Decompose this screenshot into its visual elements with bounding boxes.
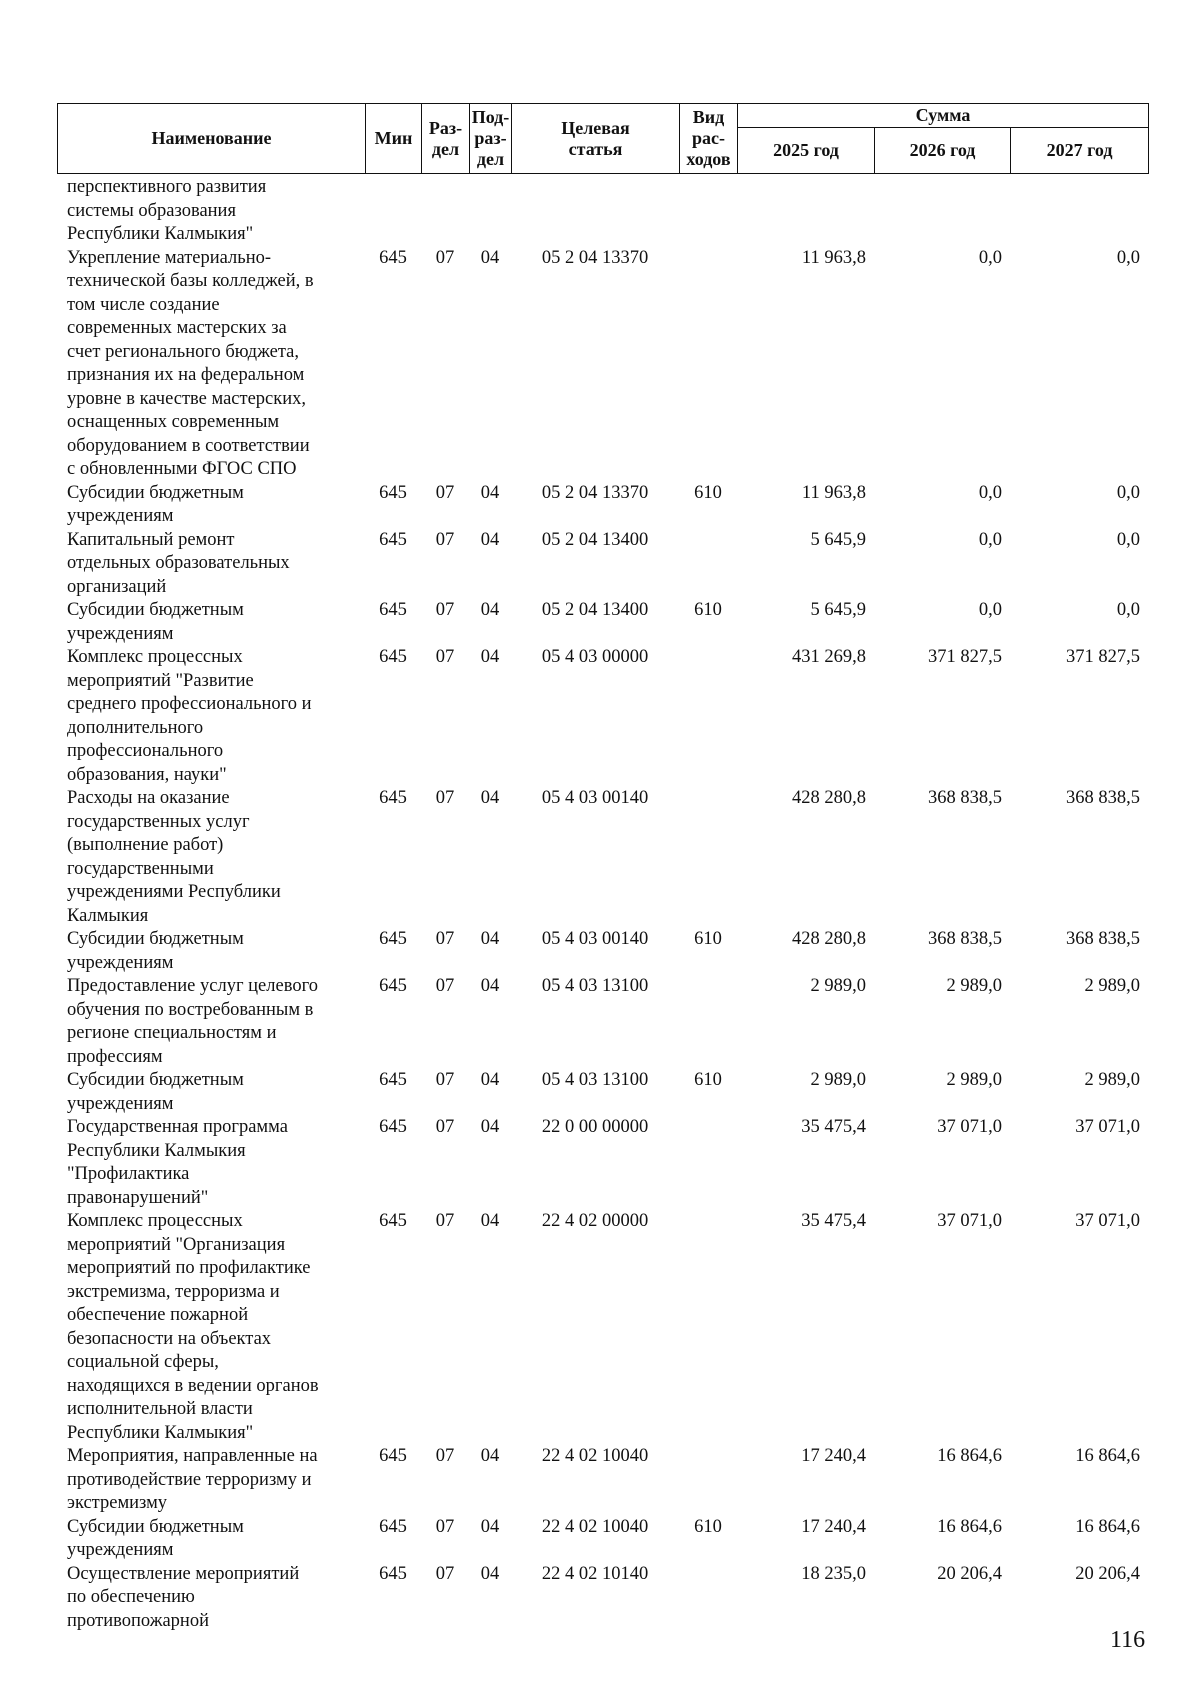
col-header-min	[366, 104, 422, 174]
cell-2027: 0,0	[1116, 247, 1140, 268]
cell-2025: 17 240,4	[801, 1516, 866, 1537]
cell-podrazdel	[469, 176, 511, 247]
cell-vid	[679, 1210, 737, 1445]
table-row	[57, 599, 1148, 646]
table-row	[57, 247, 1148, 482]
cell-min: 645	[379, 1117, 407, 1137]
cell-2026	[874, 176, 1010, 247]
cell-target	[511, 176, 679, 247]
cell-min: 645	[379, 1211, 407, 1231]
col-header-podrazdel	[470, 104, 512, 174]
cell-min: 645	[379, 1516, 407, 1537]
cell-2025: 17 240,4	[801, 1446, 866, 1466]
cell-razdel: 07	[435, 929, 455, 949]
cell-razdel: 07	[435, 976, 455, 996]
cell-2025: 2 989,0	[810, 1070, 866, 1090]
table-row	[57, 1563, 1148, 1634]
header-2025-text: 2025 год	[773, 140, 839, 160]
cell-name: Субсидии бюджетным учреждениям	[67, 482, 244, 526]
cell-min: 645	[379, 976, 407, 996]
cell-razdel	[421, 176, 469, 247]
cell-2027: 0,0	[1116, 529, 1140, 550]
cell-vid: 610	[694, 600, 722, 620]
cell-vid	[679, 247, 737, 482]
cell-2027: 16 864,6	[1075, 1446, 1140, 1466]
cell-vid: 610	[694, 482, 722, 503]
cell-name: Комплекс процессных мероприятий "Развитие среднего профессионального и дополнительного профессионального образования, науки"	[67, 647, 312, 785]
page-number: 116	[1110, 1627, 1146, 1653]
cell-target: 22 0 00 00000	[541, 1117, 649, 1137]
cell-razdel: 07	[435, 1563, 455, 1584]
header-summa-text: Сумма	[915, 105, 971, 125]
cell-2027: 0,0	[1116, 482, 1140, 503]
cell-2026: 16 864,6	[937, 1446, 1002, 1466]
cell-2025: 35 475,4	[801, 1211, 866, 1231]
cell-razdel: 07	[435, 1117, 455, 1137]
cell-podrazdel: 04	[480, 976, 500, 996]
cell-target: 22 4 02 10040	[541, 1516, 649, 1537]
cell-target: 05 4 03 00140	[541, 788, 649, 808]
cell-2027	[1010, 176, 1148, 247]
cell-razdel: 07	[435, 647, 455, 667]
cell-target: 05 2 04 13370	[541, 482, 649, 503]
cell-podrazdel: 04	[480, 1211, 500, 1231]
table-row	[57, 529, 1148, 600]
cell-2025	[737, 176, 874, 247]
cell-vid	[679, 975, 737, 1069]
cell-podrazdel: 04	[480, 1446, 500, 1466]
cell-vid	[679, 1563, 737, 1634]
cell-vid	[679, 1116, 737, 1210]
cell-2026: 368 838,5	[928, 788, 1002, 808]
cell-vid: 610	[694, 1516, 722, 1537]
cell-min: 645	[379, 529, 407, 550]
header-target-text: Целевая статья	[561, 117, 630, 159]
cell-vid	[679, 787, 737, 928]
cell-2027: 37 071,0	[1075, 1211, 1140, 1231]
cell-podrazdel: 04	[480, 482, 500, 503]
table-row	[57, 176, 1148, 247]
table-row	[57, 1069, 1148, 1116]
cell-2026: 37 071,0	[937, 1211, 1002, 1231]
col-header-vid	[680, 104, 738, 174]
cell-razdel: 07	[435, 1070, 455, 1090]
cell-name: Расходы на оказание государственных услуг (выполнение работ) государственными учреждениями Республики Калмыкия	[67, 788, 281, 926]
cell-target: 22 4 02 10040	[541, 1446, 649, 1466]
cell-razdel: 07	[435, 529, 455, 550]
cell-vid: 610	[694, 1070, 722, 1090]
cell-2025: 5 645,9	[810, 529, 866, 550]
table-row	[57, 787, 1148, 928]
table-row	[57, 928, 1148, 975]
cell-2025: 35 475,4	[801, 1117, 866, 1137]
col-header-2025	[738, 128, 875, 174]
cell-min: 645	[379, 1070, 407, 1090]
cell-2027: 371 827,5	[1066, 647, 1140, 667]
col-header-2026	[875, 128, 1011, 174]
cell-podrazdel: 04	[480, 1070, 500, 1090]
table-row	[57, 1116, 1148, 1210]
table-row	[57, 646, 1148, 787]
cell-target: 05 4 03 13100	[541, 1070, 649, 1090]
cell-podrazdel: 04	[480, 929, 500, 949]
cell-name: Субсидии бюджетным учреждениям	[67, 1516, 244, 1560]
cell-2027: 16 864,6	[1075, 1516, 1140, 1537]
cell-podrazdel: 04	[480, 788, 500, 808]
cell-2025: 428 280,8	[792, 929, 866, 949]
cell-2027: 2 989,0	[1084, 976, 1140, 996]
cell-razdel: 07	[435, 788, 455, 808]
cell-razdel: 07	[435, 1211, 455, 1231]
cell-podrazdel: 04	[480, 647, 500, 667]
cell-2026: 16 864,6	[937, 1516, 1002, 1537]
cell-vid	[679, 646, 737, 787]
cell-razdel: 07	[435, 247, 455, 268]
header-min-text: Мин	[374, 128, 413, 148]
cell-min: 645	[379, 647, 407, 667]
cell-2026: 371 827,5	[928, 647, 1002, 667]
cell-razdel: 07	[435, 482, 455, 503]
cell-name: Капитальный ремонт отдельных образовательных организаций	[67, 529, 290, 597]
cell-target: 05 2 04 13370	[541, 247, 649, 268]
cell-min: 645	[379, 482, 407, 503]
cell-name: Укрепление материально- технической базы колледжей, в том числе создание современных мастерских за счет регионального бюджета, признания их на федеральном уровне в качестве мастерских, оснащенных современным оборудованием в соответствии с обновленными ФГОС СПО	[67, 247, 314, 479]
cell-2026: 0,0	[978, 247, 1002, 268]
cell-2025: 5 645,9	[810, 600, 866, 620]
cell-podrazdel: 04	[480, 247, 500, 268]
cell-min: 645	[379, 1563, 407, 1584]
header-2026-text: 2026 год	[909, 140, 976, 160]
cell-2025: 2 989,0	[810, 976, 866, 996]
header-vid-text: Вид рас- ходов	[686, 107, 731, 169]
cell-min: 645	[379, 929, 407, 949]
cell-target: 05 4 03 13100	[541, 976, 649, 996]
header-podrazdel-text: Под- раз- дел	[471, 107, 510, 169]
col-header-target	[512, 104, 680, 174]
cell-2025: 18 235,0	[801, 1563, 866, 1584]
header-name-text: Наименование	[151, 128, 272, 148]
cell-name: Субсидии бюджетным учреждениям	[67, 929, 244, 973]
cell-2026: 2 989,0	[946, 1070, 1002, 1090]
header-razdel-text: Раз- дел	[428, 117, 463, 159]
cell-target: 05 2 04 13400	[541, 600, 649, 620]
table-rows	[57, 176, 1148, 1633]
table-row	[57, 1210, 1148, 1445]
cell-name: Субсидии бюджетным учреждениям	[67, 1070, 244, 1114]
cell-min: 645	[379, 1446, 407, 1466]
cell-name: перспективного развития системы образования Республики Калмыкия"	[67, 177, 267, 244]
table-row	[57, 975, 1148, 1069]
cell-2026: 2 989,0	[946, 976, 1002, 996]
col-header-razdel	[422, 104, 470, 174]
table-row	[57, 1516, 1148, 1563]
cell-vid: 610	[694, 929, 722, 949]
cell-2025: 11 963,8	[801, 247, 866, 268]
cell-name: Предоставление услуг целевого обучения по востребованным в регионе специальностям и профессиям	[67, 976, 318, 1067]
cell-podrazdel: 04	[480, 529, 500, 550]
cell-podrazdel: 04	[480, 1516, 500, 1537]
cell-name: Комплекс процессных мероприятий "Организация мероприятий по профилактике экстремизма, терроризма и обеспечение пожарной безопасности на объектах социальной сферы, находящихся в ведении органов исполнительной власти Республики Калмыкия"	[67, 1211, 319, 1443]
header-2027-text: 2027 год	[1046, 140, 1113, 160]
cell-2027: 368 838,5	[1066, 788, 1140, 808]
cell-2025: 11 963,8	[801, 482, 866, 503]
cell-target: 05 4 03 00000	[541, 647, 649, 667]
cell-podrazdel: 04	[480, 1117, 500, 1137]
cell-name: Мероприятия, направленные на противодействие терроризму и экстремизму	[67, 1446, 318, 1513]
cell-2025: 431 269,8	[792, 647, 866, 667]
cell-2026: 368 838,5	[928, 929, 1002, 949]
table-header	[57, 103, 1149, 174]
cell-target: 05 2 04 13400	[541, 529, 649, 550]
budget-table-body	[57, 176, 1148, 1633]
cell-vid	[679, 529, 737, 600]
cell-2027: 2 989,0	[1084, 1070, 1140, 1090]
cell-min: 645	[379, 600, 407, 620]
cell-2025: 428 280,8	[792, 788, 866, 808]
cell-podrazdel: 04	[480, 600, 500, 620]
cell-podrazdel: 04	[480, 1563, 500, 1584]
cell-2026: 0,0	[978, 529, 1002, 550]
cell-razdel: 07	[435, 600, 455, 620]
table-row	[57, 1445, 1148, 1516]
cell-2026: 0,0	[978, 600, 1002, 620]
cell-target: 05 4 03 00140	[541, 929, 649, 949]
col-header-name	[58, 104, 366, 174]
cell-razdel: 07	[435, 1516, 455, 1537]
cell-min: 645	[379, 247, 407, 268]
col-header-summa	[738, 104, 1149, 128]
cell-name: Государственная программа Республики Калмыкия "Профилактика правонарушений"	[67, 1117, 288, 1208]
cell-name: Субсидии бюджетным учреждениям	[67, 600, 244, 644]
cell-min: 645	[379, 788, 407, 808]
cell-vid	[679, 1445, 737, 1516]
col-header-2027	[1011, 128, 1149, 174]
table-row	[57, 482, 1148, 529]
cell-min	[365, 176, 421, 247]
cell-2026: 37 071,0	[937, 1117, 1002, 1137]
cell-2026: 0,0	[978, 482, 1002, 503]
cell-target: 22 4 02 10140	[541, 1563, 649, 1584]
cell-2027: 37 071,0	[1075, 1117, 1140, 1137]
cell-2027: 20 206,4	[1075, 1563, 1140, 1584]
cell-vid	[679, 176, 737, 247]
cell-razdel: 07	[435, 1446, 455, 1466]
cell-2027: 0,0	[1116, 600, 1140, 620]
cell-2026: 20 206,4	[937, 1563, 1002, 1584]
cell-2027: 368 838,5	[1066, 929, 1140, 949]
cell-target: 22 4 02 00000	[541, 1211, 649, 1231]
cell-name: Осуществление мероприятий по обеспечению противопожарной	[67, 1563, 300, 1631]
